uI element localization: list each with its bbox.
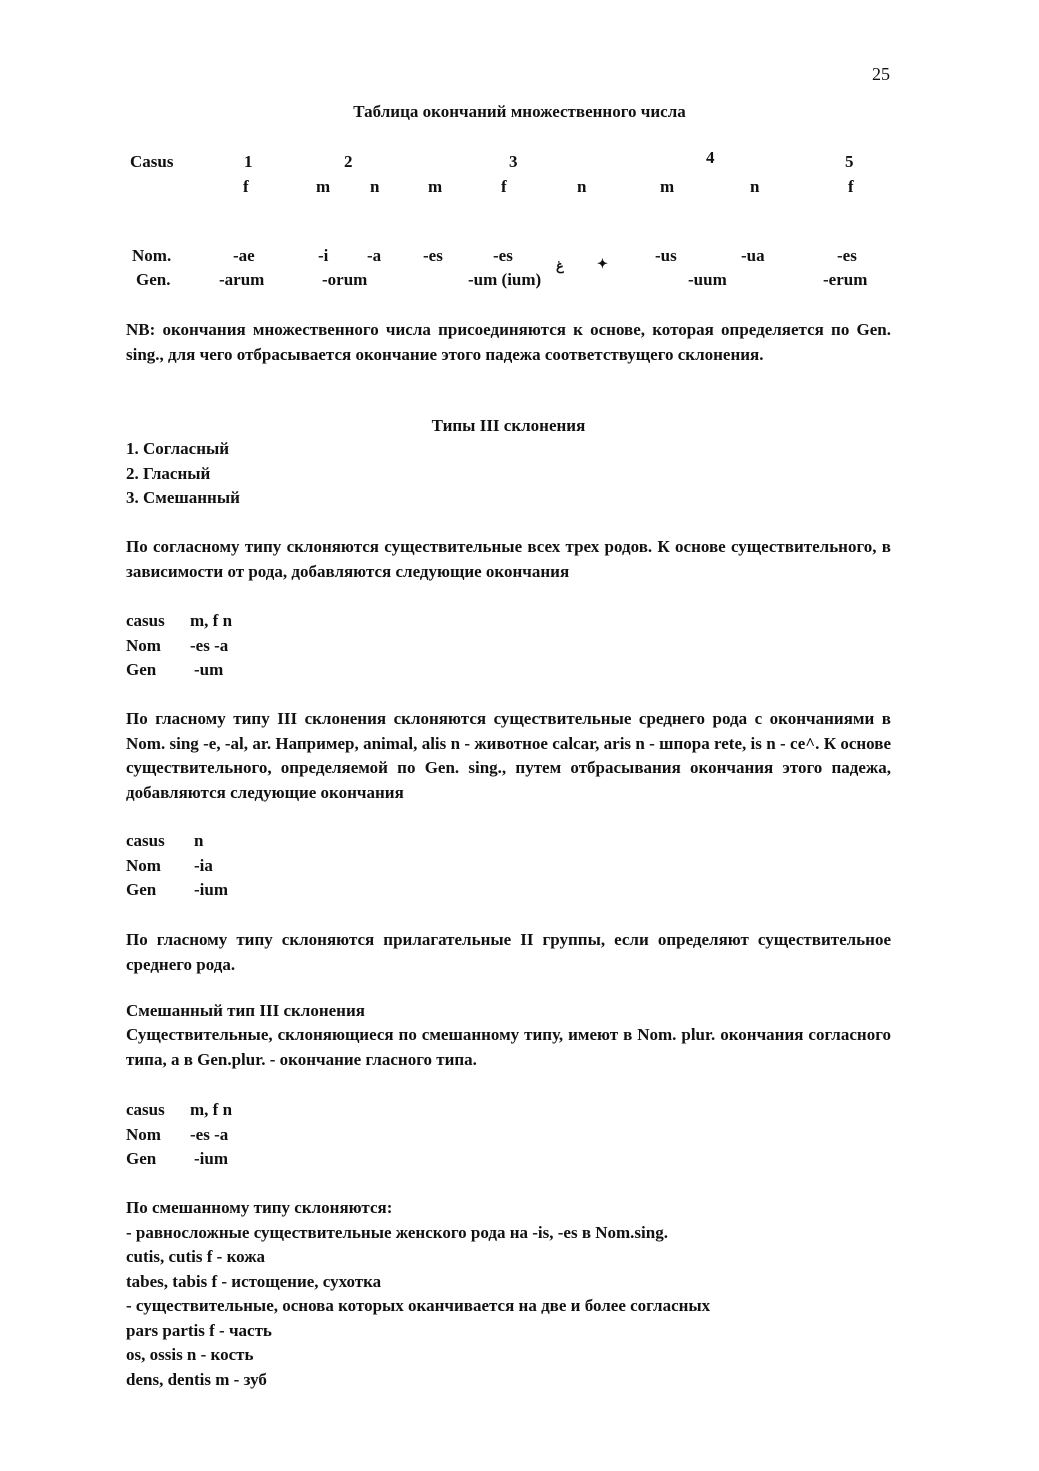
vowel-adjective-paragraph: По гласному типу склоняются прилагательные II группы, если определяют существительное среднего рода.: [126, 930, 891, 974]
gender-label: n: [750, 177, 760, 196]
list-item: tabes, tabis f - истощение, сухотка: [126, 1271, 382, 1291]
section-title: Типы III склонения: [431, 416, 586, 435]
nom-ending: -es: [493, 246, 513, 265]
mixed-type-paragraph: Существительные, склоняющиеся по смешанному типу, имеют в Nom. plur. окончания согласного типа, а в Gen.plur. - окончание гласного типа.: [126, 1025, 891, 1069]
declension-number: 2: [344, 152, 353, 171]
mixed-endings-table: [126, 1098, 232, 1172]
gender-label: m: [660, 177, 675, 196]
list-item: pars partis f - часть: [126, 1320, 272, 1340]
table-cell: casus: [126, 611, 165, 630]
table-cell: Gen: [126, 1149, 157, 1168]
gender-label: f: [243, 177, 249, 196]
nom-ending: -a: [367, 246, 382, 265]
declension-number: 5: [845, 152, 854, 171]
list-item: 3. Смешанный: [126, 488, 240, 507]
nom-ending: -ae: [233, 246, 255, 265]
mixed-type-heading: [126, 999, 365, 1024]
nom-ending: -es: [423, 246, 443, 265]
table-cell: Nom: [126, 635, 161, 655]
table-cell: -ium: [194, 1149, 228, 1168]
nom-ending: -us: [655, 246, 677, 265]
table-cell: casus: [126, 1100, 165, 1119]
list-item: 2. Гласный: [126, 463, 211, 483]
list-item: cutis, cutis f - кожа: [126, 1247, 266, 1266]
gen-ending: -uum: [688, 270, 727, 289]
list-item: По смешанному типу склоняются:: [126, 1198, 393, 1217]
casus-header: Casus: [130, 152, 174, 171]
gen-ending: -um (ium): [468, 270, 542, 289]
table-cell: Gen: [126, 660, 157, 679]
table-cell: casus: [126, 831, 165, 850]
list-item: - равносложные существительные женского рода на -is, -es в Nom.sing.: [126, 1222, 668, 1242]
types-list: [126, 437, 240, 511]
gen-ending: -arum: [219, 270, 265, 289]
nom-ending: -ua: [741, 246, 765, 265]
gender-label: f: [848, 177, 854, 196]
table-cell: Nom: [126, 1124, 161, 1144]
table-cell: n: [194, 831, 204, 850]
list-item: - существительные, основа которых оканчивается на две и более согласных: [126, 1296, 711, 1315]
gen-row-label: Gen.: [136, 270, 171, 289]
list-item: 1. Согласный: [126, 439, 230, 458]
page-number: 25: [872, 64, 890, 84]
nb-note: NB: окончания множественного числа присоединяются к основе, которая определяется по Gen. sing., для чего отбрасывается окончание этого падежа соответствущего склонения.: [126, 320, 891, 364]
declension-number: 3: [509, 152, 518, 171]
table-cell: -ium: [194, 880, 228, 899]
gender-label: m: [316, 177, 331, 196]
table-cell: m, f n: [190, 1100, 233, 1119]
table-cell: -um: [194, 660, 224, 679]
table-cell: Nom: [126, 855, 161, 875]
nom-ending: -i: [318, 246, 329, 265]
table-cell: -es -a: [190, 1124, 229, 1144]
mixed-type-list: [126, 1196, 710, 1392]
gender-label: n: [577, 177, 587, 196]
nom-row-label: Nom.: [132, 246, 172, 265]
nom-ending: -es: [837, 246, 857, 265]
gen-ending: -erum: [823, 270, 868, 289]
subheading: Смешанный тип III склонения: [126, 1001, 365, 1020]
list-item: os, ossis n - кость: [126, 1345, 254, 1364]
gender-label: m: [428, 177, 443, 196]
declension-number: 1: [244, 152, 253, 171]
table-cell: -es -a: [190, 635, 229, 655]
stray-mark-icon: ✦: [597, 256, 608, 271]
gender-label: n: [370, 177, 380, 196]
table-cell: Gen: [126, 880, 157, 899]
consonant-type-paragraph: По согласному типу склоняются существительные всех трех родов. К основе существительного, в зависимости от рода, добавляются следующие окончания: [126, 537, 891, 581]
page-title: Таблица окончаний множественного числа: [353, 102, 686, 121]
list-item: dens, dentis m - зуб: [126, 1369, 267, 1389]
gen-ending: -orum: [322, 270, 368, 289]
vowel-type-paragraph: По гласному типу III склонения склоняются существительные среднего рода с окончаниями в Nom. sing -e, -al, ar. Например, animal, alis n - животное calcar, aris n - шпора rete, is n - се^. К основе существительного, определяемой по Gen. sing., путем отбрасывания окончания этого падежа, добавляются следующие окончания: [126, 709, 891, 802]
vowel-endings-table: [126, 829, 228, 903]
table-cell: -ia: [194, 855, 213, 875]
consonant-endings-table: [126, 609, 232, 683]
table-cell: m, f n: [190, 611, 233, 630]
gender-label: f: [501, 177, 507, 196]
declension-number: 4: [706, 148, 715, 167]
stray-mark-icon: ﻍ: [556, 258, 564, 273]
